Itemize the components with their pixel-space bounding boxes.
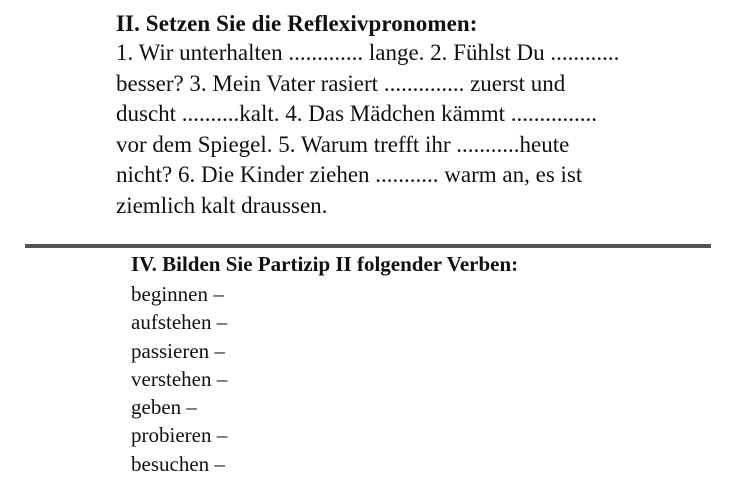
exercise-line: duscht ..........kalt. 4. Das Mädchen kämmt ............... — [116, 101, 598, 126]
exercise-line: besser? 3. Mein Vater rasiert .............. zuerst und — [116, 70, 566, 96]
exercise-line: ziemlich kalt draussen. — [116, 192, 328, 218]
exercise-heading: IV. Bilden Sie Partizip II folgender Verben: — [131, 252, 519, 276]
exercise-line: vor dem Spiegel. 5. Warum trefft ihr ...........heute — [116, 131, 570, 157]
verb-item: probieren – — [131, 423, 228, 448]
verb-item: beginnen – — [131, 282, 224, 306]
verb-item: geben – — [131, 395, 197, 420]
exercise-partizip — [131, 252, 691, 478]
section-divider — [25, 244, 711, 248]
verb-item: aufstehen – — [131, 310, 228, 335]
verb-item: passieren – — [131, 338, 225, 363]
verb-list — [131, 280, 691, 478]
verb-item: verstehen – — [131, 366, 228, 391]
exercise-reflexive — [116, 10, 716, 221]
exercise-line: nicht? 6. Die Kinder ziehen ........... warm an, es ist — [116, 162, 583, 187]
exercise-line: 1. Wir unterhalten ............. lange. 2. Fühlst Du ............ — [116, 40, 620, 65]
exercise-heading: II. Setzen Sie die Reflexivpronomen: — [116, 11, 478, 36]
verb-item: besuchen – — [131, 451, 225, 476]
exercise-text — [116, 38, 716, 221]
